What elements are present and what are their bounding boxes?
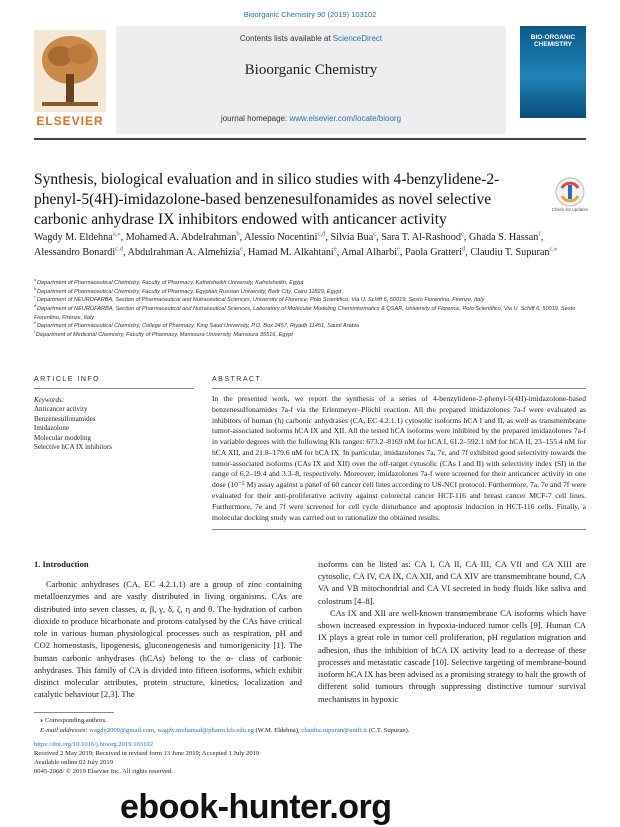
sciencedirect-link[interactable]: ScienceDirect xyxy=(332,34,383,43)
author-affiliation-marker: c,d xyxy=(317,230,326,238)
footnote-rule xyxy=(34,712,114,713)
author-affiliation-marker: f xyxy=(538,230,541,238)
keyword-item: Molecular modeling xyxy=(34,433,91,442)
intro-paragraph-1-cont: isoforms can be listed as: CA I, CA II, CA III, CA VII and CA XIII are cytosolic, CA IV, CA IX, CA XII, and CA XIV are transmembrane bound, CA VA and VB mitochondrial and CA VI secreted in body fluids like saliva and colostrum [4–8]. xyxy=(318,559,586,606)
check-for-updates-icon[interactable] xyxy=(554,176,586,208)
affiliation-text: Department of NEUROFARBA, Section of Pharmaceutical and Nutraceutical Sciences, University of Florence, Polo Scientifico, Via U. Schiff 6, 50019, Sesto Fiorentino, Firenze, Italy xyxy=(36,297,485,304)
author-name[interactable]: Wagdy M. Eldehna xyxy=(34,232,113,243)
affiliation-key: b xyxy=(34,286,38,291)
abstract-text: In the presented work, we report the synthesis of a series of 4-benzylidene-2-phenyl-5(4H)-imidazolone-based benzenesulfonamides 7a-f via the Erlenmeyer–Plöchl reaction. All the prepared imidazolones 7a-f were evaluated as inhibitors of human (h) carbonic anhydrases (CA, EC 4.2.1.1) cytosolic isoforms hCA I and II, as well as transmembrane tumor-associated isoforms hCA IX and XII. All the tested hCA isoforms were inhibited by the prepared imidazolones 7a-f in variable degrees with the following KIs ranges: 673.2–8169 nM for hCA I, 61.2–592.1 nM for hCA II, 23–155.4 nM for hCA XII, and 21.8–179.6 nM for hCA IX. In particular, imidazolones 7a, 7e, and 7f exhibited good selectivity towards the tumor-associated isoforms (CAs IX and XII) over the off-target cytosolic (CAs I and II) with selectivity index (SI) in the range of 6.2–19.4 and 3.3–8, respectively. Moreover, imidazolones 7a-f were screened for their anticancer activity in one dose (10⁻⁵ M) assay against a panel of 60 cancer cell lines according to US-NCI protocol. Furthermore, 7a, 7e and 7f were evaluated for their anti-proliferative activity against colorectal cancer HCT-116 and breast cancer MCF-7 cell lines. Furthermore, 7e and 7f were screened for cell cycle disturbance and apoptosis induction in HCT-116 cells. Finally, a molecular docking study was carried out to rationalize the obtained results. xyxy=(212,394,586,522)
author-affiliation-marker: e xyxy=(239,245,243,253)
abstract-rule xyxy=(212,388,586,389)
affiliation-key: a xyxy=(34,278,38,283)
author-affiliation-marker: e xyxy=(333,245,337,253)
footnotes xyxy=(34,716,586,735)
affiliation-key: d xyxy=(34,304,38,309)
author-affiliation-marker: b xyxy=(236,230,240,238)
affiliation-key: f xyxy=(34,330,37,335)
available-online: Available online 02 July 2019 xyxy=(34,758,113,766)
body-column-right xyxy=(318,558,586,705)
affiliation-key: c xyxy=(34,295,37,300)
article-title: Synthesis, biological evaluation and in silico studies with 4-benzylidene-2-phenyl-5(4H)-imidazolone-based benzenesulfonamides as novel selective carbonic anhydrase IX inhibitors endowed with anticancer activity xyxy=(34,171,500,229)
journal-cover-image xyxy=(520,26,586,118)
keyword-item: Anticancer activity xyxy=(34,405,88,414)
abstract-heading: ABSTRACT xyxy=(212,376,262,383)
email-suffix-2: (C.T. Supuran). xyxy=(366,726,410,734)
affiliation-item xyxy=(34,286,586,300)
affiliation-list xyxy=(34,279,586,340)
intro-paragraph-2: CAs IX and XII are well-known transmembrane CA isoforms which have shown increased expression in hypoxia-induced tumor cells [9]. Human CA IX plays a great role in tumor cell proliferation, pH regulation migration and adhesion, thus the inhibition of hCA IX activity lead to a decrease of these processes and metastatic cascade [10]. Selective targeting of membrane-bound isoform hCA IX has been advised as a promising strategy to halt the growth of different solid tumours through suppressing distinctive tumour survival mechanisms in hypoxic xyxy=(318,607,586,704)
header-rule xyxy=(34,138,586,140)
affiliation-key: e xyxy=(34,321,38,326)
email-link-3[interactable]: claudiu.supuran@unifi.it xyxy=(301,726,367,734)
affiliation-item xyxy=(34,279,586,288)
author-affiliation-marker: d xyxy=(461,245,466,253)
author-name[interactable]: Claudiu T. Supuran xyxy=(470,247,550,259)
author-name[interactable]: Alessio Nocentini xyxy=(244,232,318,243)
masthead xyxy=(34,26,586,136)
watermark-text: ebook-hunter.org xyxy=(120,788,392,826)
corresponding-note: ⁎ Corresponding authors. xyxy=(40,717,107,724)
article-info-heading: ARTICLE INFO xyxy=(34,376,101,383)
author-name[interactable]: Alessandro Bonardi xyxy=(34,247,116,259)
publisher-name: ELSEVIER xyxy=(36,114,104,128)
author-affiliation-marker: e xyxy=(460,230,464,238)
author-name[interactable]: Mohamed A. Abdelrahman xyxy=(125,232,237,243)
body-column-left xyxy=(34,558,302,701)
author-affiliation-marker: c xyxy=(373,230,377,238)
journal-reference[interactable]: Bioorganic Chemistry 90 (2019) 103102 xyxy=(243,10,377,19)
homepage-line xyxy=(116,114,506,123)
email-suffix-1: (W.M. Eldehna), xyxy=(253,726,302,734)
email-label: E-mail addresses: xyxy=(40,726,90,734)
article-info-rule xyxy=(34,388,194,389)
affiliation-text: Department of Pharmaceutical Chemistry, Faculty of Pharmacy, Egyptian Russian University, Badr City, Cairo 11829, Egypt xyxy=(37,288,342,295)
email-line xyxy=(34,726,586,736)
author-name[interactable]: Ghada S. Hassan xyxy=(469,232,539,243)
email-sep: , xyxy=(154,726,158,734)
elsevier-tree-logo-icon xyxy=(34,30,106,112)
received-dates: Received 2 May 2019; Received in revised form 13 June 2019; Accepted 1 July 2019 xyxy=(34,749,260,757)
author-name[interactable]: Amal Alharbi xyxy=(341,247,397,259)
section-heading-introduction: 1. Introduction xyxy=(34,559,89,569)
check-for-updates-label: Check for updates xyxy=(551,207,589,212)
journal-name: Bioorganic Chemistry xyxy=(244,62,378,78)
author-name[interactable]: Abdulrahman A. Almehizia xyxy=(127,247,240,259)
author-name[interactable]: Silvia Bua xyxy=(330,232,374,243)
abstract-bottom-rule xyxy=(212,529,586,530)
copyright-line: 0045-2068/ © 2019 Elsevier Inc. All rights reserved. xyxy=(34,767,173,775)
email-link-1[interactable]: wagdy2000@gmail.com xyxy=(89,726,155,734)
keyword-item: Selective hCA IX inhibitors xyxy=(34,443,112,452)
affiliation-item xyxy=(34,305,586,322)
author-affiliation-marker: c,⁎ xyxy=(549,245,558,253)
author-affiliation-marker: a,⁎ xyxy=(112,230,121,238)
affiliation-item xyxy=(34,331,586,340)
affiliation-text: Department of Pharmaceutical Chemistry, Faculty of Pharmacy, Kafrelsheikh University, Kafrelsheikh, Egypt xyxy=(37,280,304,286)
email-link-2[interactable]: wagdy.mohamad@pharm.kfs.edu.eg xyxy=(157,726,254,734)
affiliation-text: Department of Medicinal Chemistry, Faculty of Pharmacy, Mansoura University, Mansoura 35516, Egypt xyxy=(36,331,293,338)
keywords-block xyxy=(34,396,199,453)
affiliation-item xyxy=(34,322,586,331)
author-affiliation-marker: e xyxy=(397,245,400,253)
keyword-item: Imidazolone xyxy=(34,424,69,433)
author-name[interactable]: Hamad M. Alkahtani xyxy=(248,247,334,259)
author-affiliation-marker: c,d xyxy=(115,245,124,253)
homepage-link[interactable]: www.elsevier.com/locate/bioorg xyxy=(289,114,402,123)
publication-info xyxy=(34,741,586,777)
cover-title: BIO-ORGANIC CHEMISTRY xyxy=(530,34,576,49)
author-name[interactable]: Sara T. Al-Rashood xyxy=(381,232,461,243)
masthead-center xyxy=(116,26,506,134)
doi-link[interactable]: https://doi.org/10.1016/j.bioorg.2019.103102 xyxy=(34,741,153,748)
contents-prefix: Contents lists available at xyxy=(239,34,333,43)
homepage-prefix: journal homepage: xyxy=(220,114,290,123)
affiliation-item xyxy=(34,296,586,305)
contents-line xyxy=(116,34,506,43)
affiliation-text: Department of NEUROFARBA, Section of Pharmaceutical and Nutraceutical Sciences, Laboratory of Molecular Modeling Cheminformatics & QSAR, University of Florence, Polo Scientifico, Via U. Schiff 6, 50019, Sesto Fiorentino, Firenze, Italy xyxy=(34,305,576,321)
affiliation-text: Department of Pharmaceutical Chemistry, College of Pharmacy, King Saud University, P.O. Box 2457, Riyadh 11451, Saudi Arabia xyxy=(37,323,360,330)
author-list: Wagdy M. Eldehna$^{a,⁎}$, Mohamed A. Abdelrahman$^b$, Alessio Nocentini$^{c,d}$, Silvia Bua$^c$, Sara T. Al-Rashood$^e$, Ghada S. Hassan$^f$, Alessandro Bonardi$^{c,d}$, Abdulrahman A. Almehizia$^e$, Hamad M. Alkahtani$^e$, Amal Alharbi$^e$, Paola Gratteri$^d$, Claudiu T. Supuran$^{c,⁎}$ xyxy=(34,230,558,259)
author-name[interactable]: Paola Gratteri xyxy=(405,247,462,259)
keyword-item: Benzenesulfonamides xyxy=(34,414,96,423)
keywords-label: Keywords: xyxy=(34,396,65,404)
intro-paragraph-1: Carbonic anhydrases (CA, EC 4.2.1.1) are a group of zinc containing metalloenzymes and are vastly distributed in living organisms. CAs are distributed into seven classes, α, β, γ, δ, ζ, η and θ. The hydration of carbon dioxide to produce bicarbonate and protons catalysed by the CAs have critical role in various human physiological processes such as respiration, pH and CO2 homeostasis, lipogenesis, gluconeogenesis and tumorigenicity [1]. The human carbonic anhydrases (hCAs) belong to the α- class of carbonic anhydrases. This family of CA is divided into fifteen isoforms, which exhibit distinct molecular attributes, protein structure, kinetics, localization and catalytic behaviour [2,3]. The xyxy=(34,579,302,700)
